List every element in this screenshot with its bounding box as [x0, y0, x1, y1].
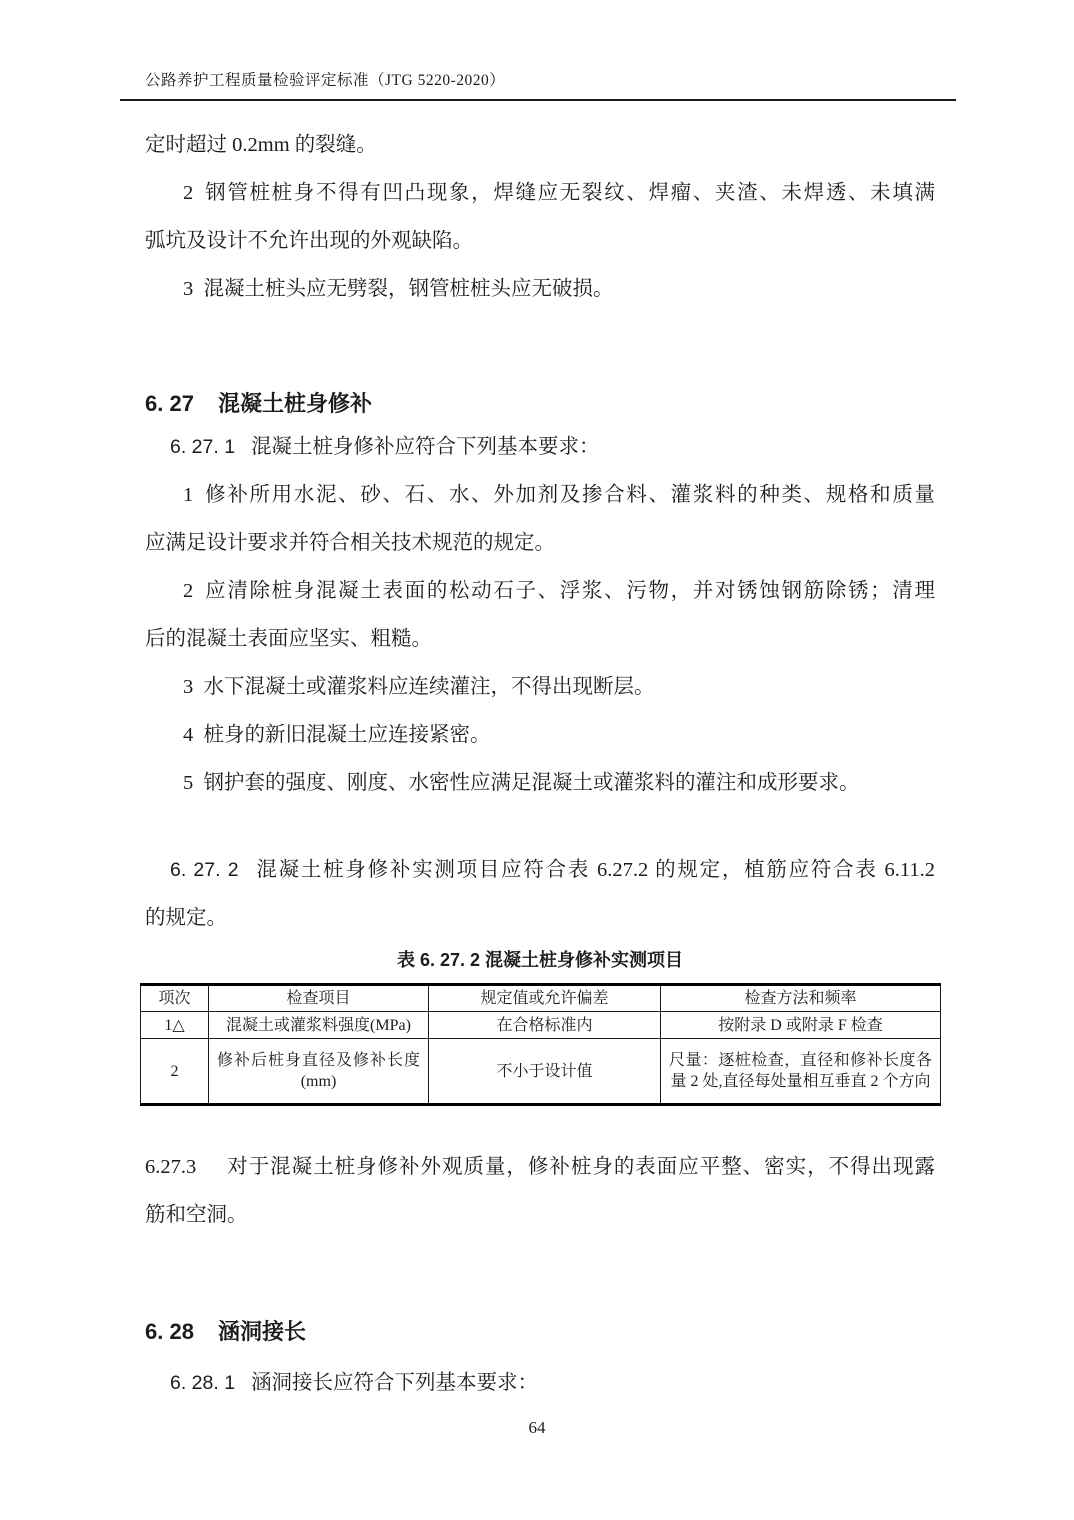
clause-text: 混凝土桩身修补应符合下列基本要求：: [251, 436, 600, 458]
clause-6-27-2: [145, 846, 935, 894]
section-number: 6. 27: [145, 391, 194, 416]
clause-6-27-3-continuation: 筋和空洞。: [145, 1204, 248, 1226]
table-cell: 在合格标准内: [429, 1012, 661, 1039]
table-header-row: [141, 985, 941, 1012]
section-heading-6-27: [145, 389, 935, 419]
table-header-cell: 项次: [141, 985, 209, 1012]
item-line: 3 混凝土桩头应无劈裂，钢管桩桩头应无破损。: [183, 278, 614, 300]
table-cell: 按附录 D 或附录 F 检查: [661, 1012, 941, 1039]
spec-table: [140, 983, 941, 1106]
table-cell: 修补后桩身直径及修补长度(mm): [209, 1039, 429, 1105]
table-cell: 1△: [141, 1012, 209, 1039]
clause-number: 6. 28. 1: [170, 1372, 236, 1394]
table-cell: 不小于设计值: [429, 1039, 661, 1105]
item-line: 4 桩身的新旧混凝土应连接紧密。: [183, 724, 491, 746]
clause-6-27-2-continuation: 的规定。: [145, 907, 227, 929]
item-line: 2 应清除桩身混凝土表面的松动石子、浮浆、污物，并对锈蚀钢筋除锈；清理: [183, 580, 935, 602]
clause-text: 混凝土桩身修补实测项目应符合表 6.27.2 的规定，植筋应符合表 6.11.2: [254, 859, 935, 881]
item-line: 应满足设计要求并符合相关技术规范的规定。: [145, 532, 555, 554]
item-line: 1 修补所用水泥、砂、石、水、外加剂及掺合料、灌浆料的种类、规格和质量: [183, 484, 935, 506]
clause-text: 涵洞接长应符合下列基本要求：: [251, 1372, 539, 1394]
section-heading-6-28: [145, 1317, 935, 1347]
clause-6-27-3: [145, 1143, 935, 1191]
clause-text: 对于混凝土桩身修补外观质量，修补桩身的表面应平整、密实，不得出现露: [226, 1156, 935, 1178]
item-line: 3 水下混凝土或灌浆料应连续灌注，不得出现断层。: [183, 676, 655, 698]
clause-6-27-1: [145, 423, 935, 471]
item-line: 2 钢管桩桩身不得有凹凸现象，焊缝应无裂纹、焊瘤、夹渣、未焊透、未填满: [183, 182, 935, 204]
table-title: 表 6. 27. 2 混凝土桩身修补实测项目: [396, 950, 684, 970]
table-header-cell: 规定值或允许偏差: [429, 985, 661, 1012]
item-line: 5 钢护套的强度、刚度、水密性应满足混凝土或灌浆料的灌注和成形要求。: [183, 772, 860, 794]
section-title: 涵洞接长: [217, 1319, 306, 1344]
section-number: 6. 28: [145, 1319, 194, 1344]
item-line: 弧坑及设计不允许出现的外观缺陷。: [145, 230, 473, 252]
running-header-title: 公路养护工程质量检验评定标准（JTG 5220-2020）: [145, 72, 506, 89]
table-row: [141, 1012, 941, 1039]
table-cell: 尺量：逐桩检查，直径和修补长度各量 2 处,直径每处量相互垂直 2 个方向: [661, 1039, 941, 1105]
table-cell: 混凝土或灌浆料强度(MPa): [209, 1012, 429, 1039]
clause-number: 6. 27. 2: [170, 859, 239, 881]
section-title: 混凝土桩身修补: [217, 391, 372, 416]
item-line: 后的混凝土表面应坚实、粗糙。: [145, 628, 432, 650]
table-cell: 2: [141, 1039, 209, 1105]
table-header-cell: 检查项目: [209, 985, 429, 1012]
table-header-cell: 检查方法和频率: [661, 985, 941, 1012]
paragraph-carryover: 定时超过 0.2mm 的裂缝。: [145, 134, 377, 156]
clause-6-28-1: [145, 1359, 935, 1407]
table-row: [141, 1039, 941, 1105]
clause-number: 6.27.3: [145, 1156, 197, 1178]
clause-number: 6. 27. 1: [170, 436, 236, 458]
page-number: 64: [528, 1418, 546, 1437]
